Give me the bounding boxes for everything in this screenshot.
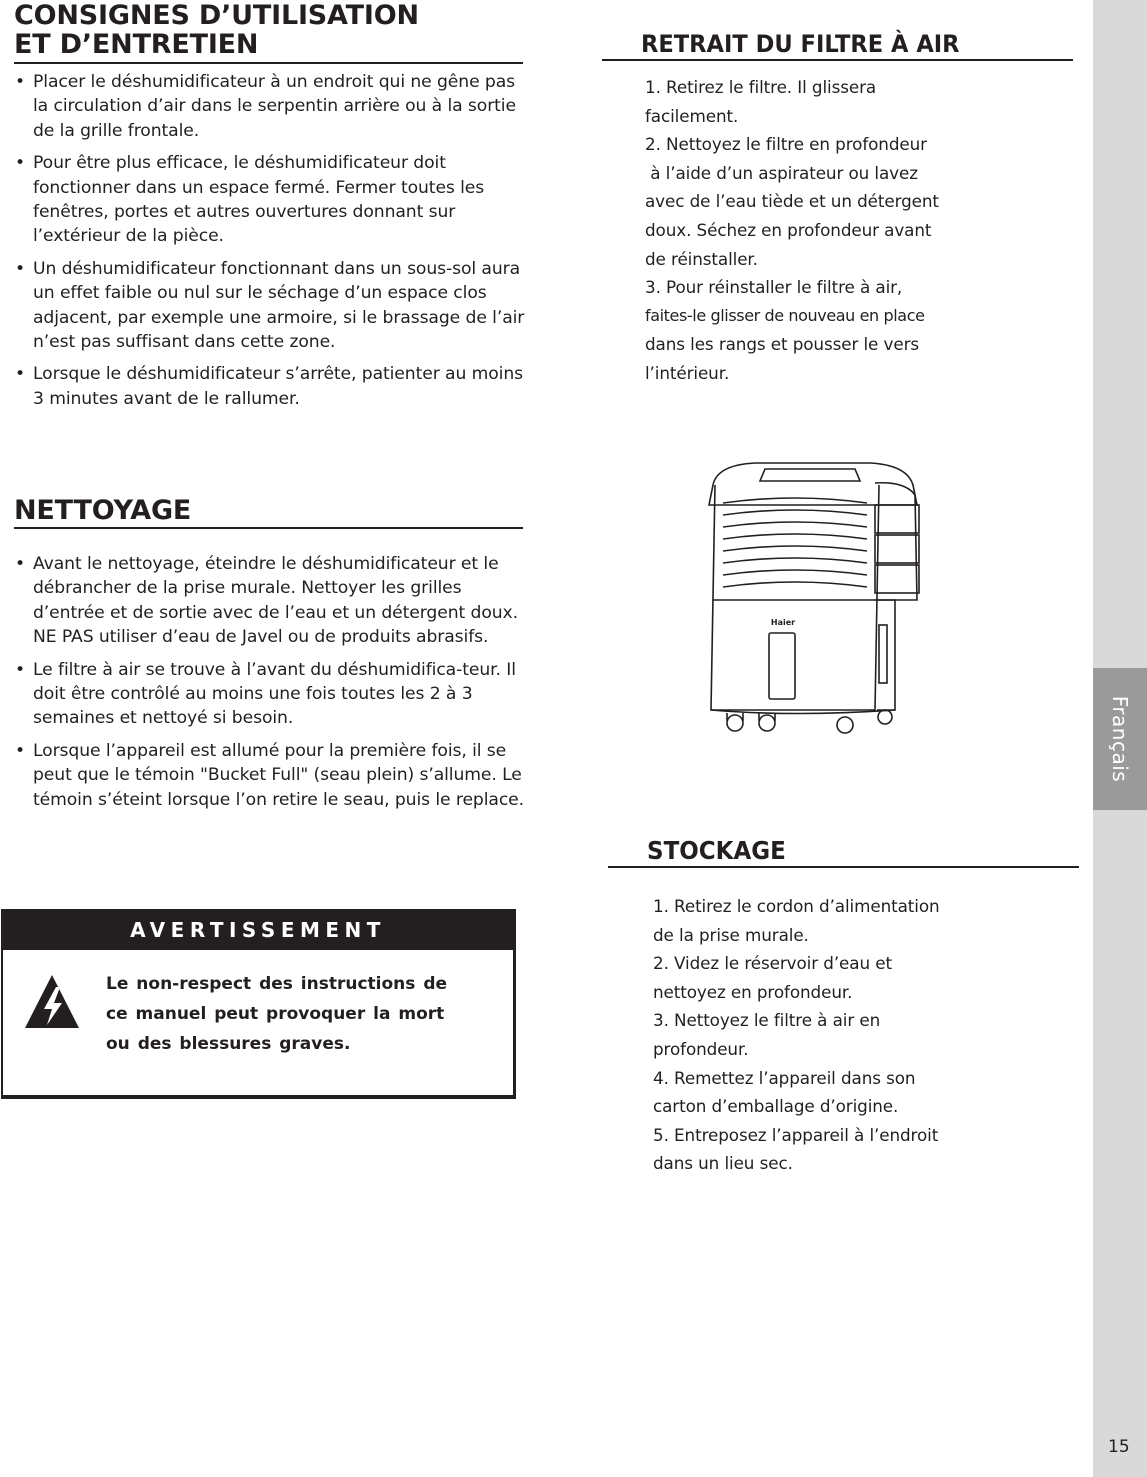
consignes-title-line2: ET D’ENTRETIEN — [14, 29, 259, 60]
list-item: • Pour être plus efficace, le déshumidificateur doit fonctionner dans un espace fermé. Fermer toutes les fenêtres, portes et autres ouvertures donnant sur l’extérieur de la pièce. — [15, 151, 525, 249]
list-item: 1. Retirez le filtre. Il glissera — [645, 77, 877, 97]
nettoyage-title: NETTOYAGE — [14, 495, 192, 526]
list-item: carton d’emballage d’origine. — [653, 1096, 899, 1117]
warning-header: AVERTISSEMENT — [3, 911, 513, 950]
list-item: • Le filtre à air se trouve à l’avant du déshumidifica-teur. Il doit être contrôlé au moins une fois toutes les 2 à 3 semaines et nettoyé si besoin. — [15, 658, 525, 731]
list-item: à l’aide d’un aspirateur ou lavez — [645, 162, 918, 183]
list-item: 1. Retirez le cordon d’alimentation — [653, 896, 940, 916]
list-item: dans les rangs et pousser le vers — [645, 334, 920, 355]
warning-text: Le non-respect des instructions de ce manuel peut provoquer la mort ou des blessures graves. — [106, 974, 448, 1054]
list-item: dans un lieu sec. — [653, 1153, 793, 1174]
retrait-title: RETRAIT DU FILTRE À AIR — [641, 30, 960, 58]
consignes-rule — [14, 62, 523, 64]
retrait-steps — [645, 73, 975, 388]
list-item: doux. Séchez en profondeur avant — [645, 219, 932, 240]
list-item: 3. Pour réinstaller le filtre à air, — [645, 277, 903, 298]
list-item: l’intérieur. — [645, 362, 730, 383]
nettoyage-rule — [14, 527, 523, 529]
consignes-title — [14, 1, 419, 59]
stockage-steps — [653, 892, 983, 1178]
consignes-title-line1: CONSIGNES D’UTILISATION — [14, 0, 419, 31]
list-item: 4. Remettez l’appareil dans son — [653, 1067, 916, 1088]
language-tab — [1093, 668, 1147, 810]
list-item: de la prise murale. — [653, 924, 809, 945]
electric-shock-warning-icon — [23, 973, 81, 1031]
list-item: nettoyez en profondeur. — [653, 981, 853, 1002]
retrait-rule — [602, 59, 1073, 61]
list-item: 2. Nettoyez le filtre en profondeur — [645, 134, 927, 155]
stockage-title: STOCKAGE — [647, 836, 786, 865]
list-item: 2. Videz le réservoir d’eau et — [653, 953, 892, 974]
stockage-rule — [608, 866, 1079, 868]
list-item: 5. Entreposez l’appareil à l’endroit — [653, 1124, 939, 1145]
page-number: 15 — [1108, 1437, 1130, 1457]
consignes-list — [15, 70, 525, 419]
list-item: faites-le glisser de nouveau en place — [645, 305, 925, 325]
list-item: profondeur. — [653, 1038, 749, 1059]
list-item: • Lorsque l’appareil est allumé pour la première fois, il se peut que le témoin "Bucket Full" (seau plein) s’allume. Le témoin s’éteint lorsque l’on retire le seau, puis le replace. — [15, 739, 525, 812]
list-item: avec de l’eau tiède et un détergent — [645, 191, 939, 212]
list-item: • Lorsque le déshumidificateur s’arrête, patienter au moins 3 minutes avant de le rallumer. — [15, 362, 525, 411]
list-item: facilement. — [645, 105, 739, 126]
warning-box — [1, 909, 516, 1099]
brand-logo: Haier — [770, 618, 796, 627]
list-item: 3. Nettoyez le filtre à air en — [653, 1010, 881, 1031]
list-item: • Placer le déshumidificateur à un endroit qui ne gêne pas la circulation d’air dans le serpentin arrière ou à la sortie de la grille frontale. — [15, 70, 525, 143]
list-item: • Un déshumidificateur fonctionnant dans un sous-sol aura un effet faible ou nul sur le séchage d’un espace clos adjacent, par exemple une armoire, si le brassage de l’air n’est pas suffisant dans cette zone. — [15, 257, 525, 355]
dehumidifier-illustration — [695, 455, 930, 745]
list-item: • Avant le nettoyage, éteindre le déshumidificateur et le débrancher de la prise murale. Nettoyer les grilles d’entrée et de sortie avec de l’eau et un détergent doux. NE PAS utiliser d’eau de Javel ou de produits abrasifs. — [15, 552, 525, 650]
language-tab-label: Français — [1108, 695, 1132, 783]
nettoyage-list — [15, 552, 525, 820]
list-item: de réinstaller. — [645, 248, 758, 269]
